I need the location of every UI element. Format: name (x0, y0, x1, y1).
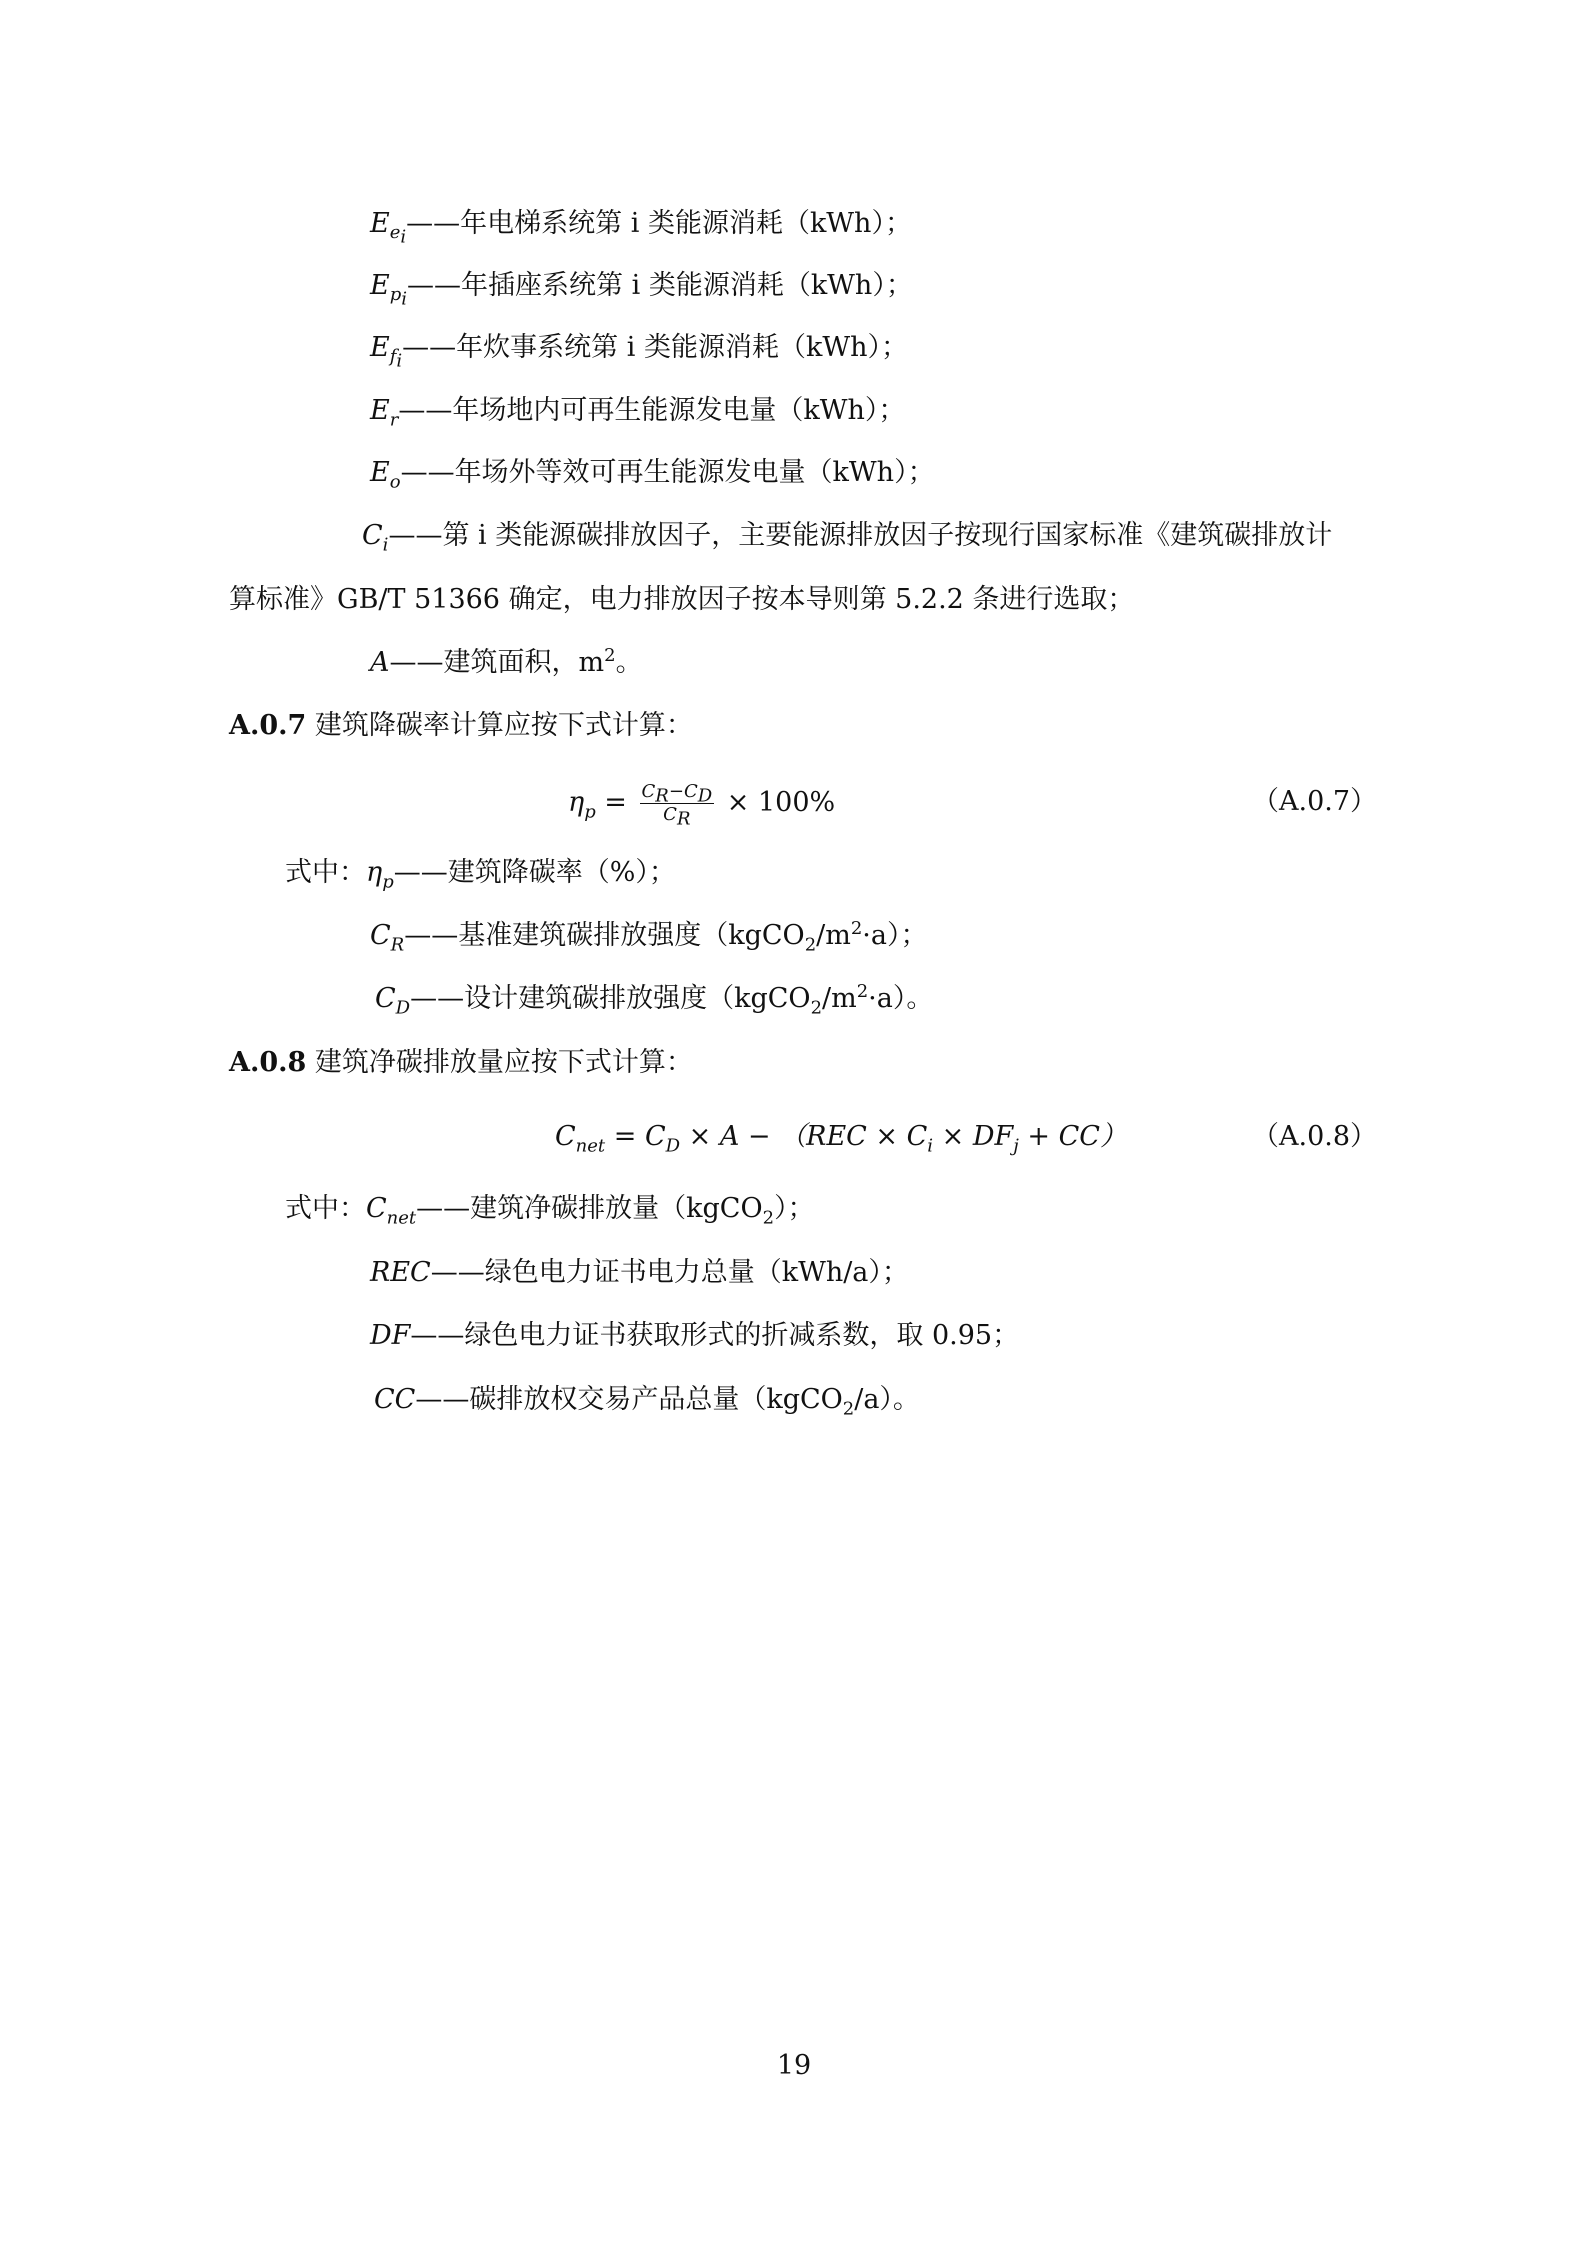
unit-sup: 2 (850, 918, 863, 939)
eq-ci: C (906, 1121, 928, 1152)
eq-cd-sub: D (665, 1135, 681, 1157)
symbol: $E_r$ (370, 395, 399, 431)
eq-lhs: η (568, 787, 585, 818)
equation-label-a08: （A.0.8） (1252, 1121, 1378, 1152)
symbol: C (366, 1193, 387, 1224)
fraction (640, 781, 715, 830)
def-cnet (285, 1189, 815, 1229)
co2-sub: 2 (810, 997, 823, 1019)
symbol: $C_i$ (362, 520, 389, 556)
co2-sub: 2 (842, 1398, 855, 1420)
eq-cd: C (644, 1121, 666, 1152)
symbol: $E_o$ (370, 457, 401, 493)
equation-a08 (555, 1117, 1127, 1157)
symbol: CC (374, 1384, 416, 1415)
eq-lhs-sub: net (575, 1135, 606, 1157)
section-heading-a07 (229, 706, 693, 746)
symbol: C (375, 983, 396, 1014)
symbol: $E_{f_i}$ (370, 332, 403, 372)
definition-text: ——绿色电力证书获取形式的折减系数，取 0.95； (410, 1320, 1020, 1351)
fraction-numerator: $C_R-C_D$ (641, 781, 713, 807)
definition-text: ——设计建筑碳排放强度（kgCO (410, 983, 811, 1014)
definition-text: ——碳排放权交易产品总量（kgCO (415, 1384, 843, 1415)
unit-tail: /a）。 (854, 1384, 920, 1415)
section-text: 建筑净碳排放量应按下式计算： (306, 1047, 693, 1078)
def-eta (285, 853, 676, 893)
symbol: C (370, 920, 391, 951)
equation-label-a07: （A.0.7） (1252, 786, 1378, 817)
def-e-cooking (370, 328, 908, 372)
section-number: A.0.7 (229, 710, 307, 741)
section-number: A.0.8 (229, 1047, 307, 1078)
def-cr (370, 916, 927, 956)
eq-tail: + CC） (1018, 1121, 1127, 1152)
eq-tail: × 100% (718, 787, 836, 818)
def-e-socket (370, 266, 913, 310)
symbol: $E_{p_i}$ (370, 270, 408, 310)
def-area (370, 643, 643, 683)
unit-tail: ·a）。 (868, 983, 934, 1014)
def-e-renewable-offsite (370, 453, 935, 493)
def-e-renewable-onsite (370, 391, 905, 431)
definition-text: ——年炊事系统第 i 类能源消耗（kWh）； (402, 332, 908, 363)
symbol: η (366, 857, 383, 888)
co2-sub: 2 (762, 1207, 775, 1229)
definition-text: ——年电梯系统第 i 类能源消耗（kWh）； (406, 208, 912, 239)
where-prefix: 式中： (285, 1193, 366, 1224)
definition-text: ——绿色电力证书电力总量（kWh/a）； (430, 1257, 909, 1288)
fraction-denominator: $C_R$ (663, 804, 691, 830)
where-prefix: 式中： (285, 857, 366, 888)
symbol-sub: net (386, 1207, 417, 1229)
symbol-sub: R (390, 934, 405, 956)
symbol: REC (370, 1257, 431, 1288)
eq-equals: = (605, 1121, 645, 1152)
symbol-sub: p (382, 871, 394, 893)
definition-text: ——建筑面积，m (389, 647, 605, 678)
definition-text: ——建筑净碳排放量（kgCO (416, 1193, 763, 1224)
def-cc (374, 1380, 920, 1420)
unit-mid: /m (816, 920, 851, 951)
definition-text: ——年插座系统第 i 类能源消耗（kWh）； (407, 270, 913, 301)
symbol-sub: D (395, 997, 411, 1019)
symbol: A (370, 647, 390, 678)
def-rec (370, 1253, 909, 1293)
unit-tail: ·a）； (862, 920, 928, 951)
page-number: 19 (776, 2050, 812, 2081)
definition-text: ——基准建筑碳排放强度（kgCO (404, 920, 805, 951)
equation-a07 (568, 773, 835, 833)
def-df (370, 1316, 1019, 1356)
def-cd (375, 979, 933, 1019)
unit-tail: ）； (774, 1193, 815, 1224)
eq-equals: = (595, 787, 636, 818)
symbol: DF (370, 1320, 411, 1351)
eq-ci-sub: i (927, 1135, 934, 1157)
definition-text: ——建筑降碳率（%）； (393, 857, 676, 888)
symbol: $E_{e_i}$ (370, 208, 407, 248)
unit-sup: 2 (856, 981, 869, 1002)
eq-df-sub: j (1013, 1135, 1019, 1157)
definition-text: ——年场外等效可再生能源发电量（kWh）； (400, 457, 935, 488)
unit-mid: /m (822, 983, 857, 1014)
definition-text: ——第 i 类能源碳排放因子，主要能源排放因子按现行国家标准《建筑碳排放计 (388, 520, 1333, 551)
eq-mid: × A − （REC × (680, 1121, 907, 1152)
eq-df: × DF (933, 1121, 1014, 1152)
def-e-elevator (370, 204, 912, 248)
section-heading-a08 (229, 1043, 693, 1083)
definition-text: ——年场地内可再生能源发电量（kWh）； (398, 395, 906, 426)
superscript: 2 (604, 645, 616, 666)
section-text: 建筑降碳率计算应按下式计算： (306, 710, 693, 741)
definition-tail: 。 (615, 647, 643, 678)
def-ci (362, 516, 1332, 556)
eq-lhs-sub: p (584, 801, 596, 823)
co2-sub: 2 (804, 934, 817, 956)
eq-lhs: C (555, 1121, 576, 1152)
def-ci-continued: 算标准》GB/T 51366 确定，电力排放因子按本导则第 5.2.2 条进行选取； (229, 584, 1135, 615)
